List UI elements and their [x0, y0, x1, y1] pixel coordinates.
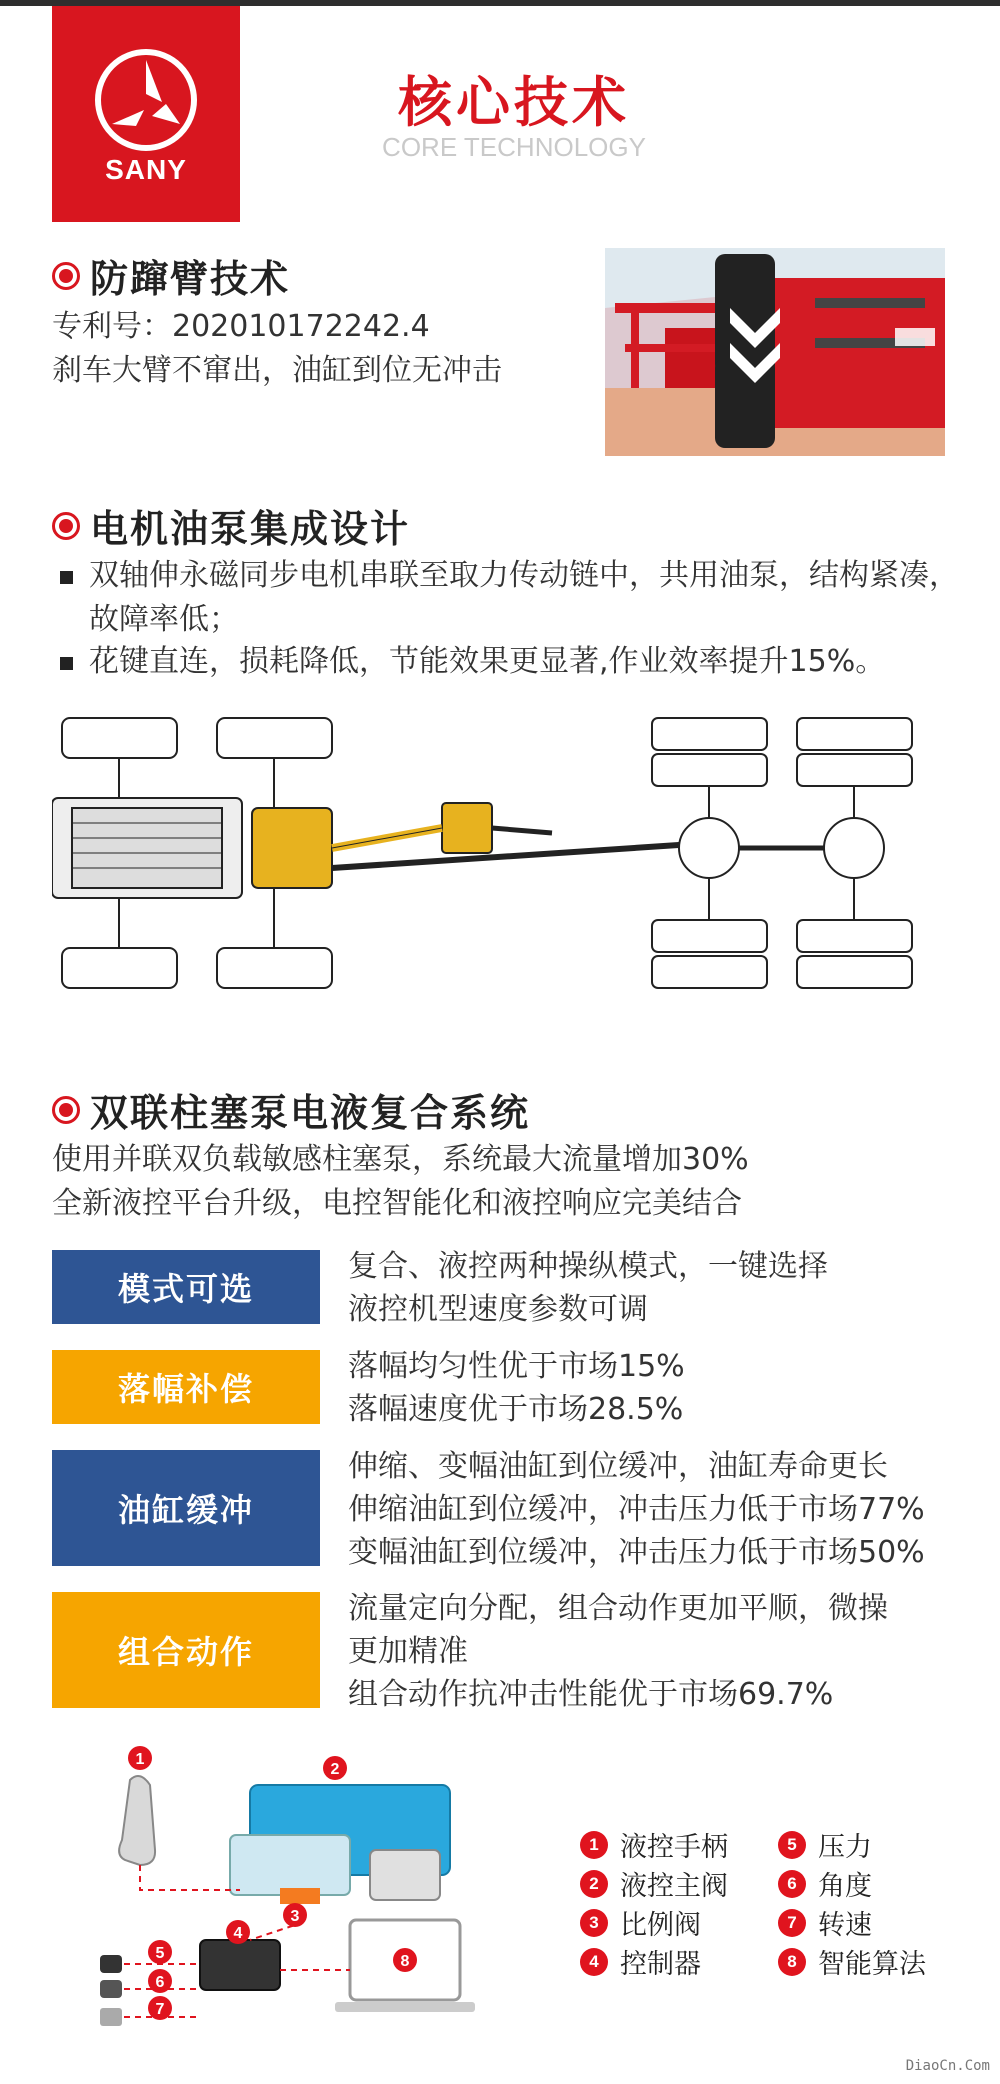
legend-item-5: 5 压力 — [778, 1825, 872, 1864]
legend-item-8: 8 智能算法 — [778, 1942, 926, 1981]
bullet-item-2: 花键直连，损耗降低，节能效果更显著,作业效率提升15%。 — [60, 640, 885, 684]
bullet-item-1: 双轴伸永磁同步电机串联至取力传动链中，共用油泵，结构紧凑， — [60, 554, 959, 598]
feature-desc-mode-1: 复合、液控两种操纵模式，一键选择 — [348, 1249, 828, 1284]
legend-number-5: 5 — [778, 1831, 806, 1859]
feature-label-combined-action: 组合动作 — [52, 1592, 320, 1708]
section3-line-2: 全新液控平台升级，电控智能化和液控响应完美结合 — [52, 1186, 742, 1221]
feature-desc-buffer-2: 伸缩油缸到位缓冲，冲击压力低于市场77% — [348, 1492, 925, 1527]
section3-heading — [52, 1082, 530, 1137]
proportional-valve-icon — [280, 1888, 320, 1904]
legend-item-4: 4 控制器 — [580, 1942, 701, 1981]
bullet-item-1-cont: 故障率低； — [89, 602, 239, 637]
speed-sensor-icon — [100, 2008, 122, 2026]
section3-line-1: 使用并联双负载敏感柱塞泵，系统最大流量增加30% — [52, 1142, 749, 1177]
feature-desc-luff-2: 落幅速度优于市场28.5% — [348, 1392, 684, 1427]
feature-label-mode: 模式可选 — [52, 1250, 320, 1324]
diagram-marker-3: 3 — [290, 1908, 300, 1925]
page-title: 核心技术 — [398, 71, 630, 134]
legend-item-2: 2 液控主阀 — [580, 1864, 728, 1903]
diagram-marker-5: 5 — [155, 1945, 165, 1962]
joystick-icon — [119, 1776, 155, 1865]
feature-desc-buffer-1: 伸缩、变幅油缸到位缓冲，油缸寿命更长 — [348, 1449, 888, 1484]
feature-desc-luff-1: 落幅均匀性优于市场15% — [348, 1349, 685, 1384]
diagram-marker-2: 2 — [330, 1761, 340, 1778]
legend-number-8: 8 — [778, 1948, 806, 1976]
section1-desc: 刹车大臂不窜出，油缸到位无冲击 — [52, 353, 502, 388]
section-bullet-icon — [52, 262, 80, 290]
sany-logo — [52, 6, 240, 222]
section-bullet-icon — [52, 1096, 80, 1124]
feature-desc-mode-2: 液控机型速度参数可调 — [348, 1292, 648, 1327]
diagram-marker-8: 8 — [400, 1953, 410, 1970]
section1-heading — [52, 248, 290, 303]
hydraulic-system-diagram — [100, 1740, 520, 2040]
diagram-marker-7: 7 — [155, 2001, 165, 2018]
square-bullet-icon — [60, 657, 73, 670]
crane-boom-photo — [605, 248, 945, 456]
watermark: DiaoCn.Com — [905, 2058, 990, 2074]
feature-label-cylinder-buffer: 油缸缓冲 — [52, 1450, 320, 1566]
sany-emblem-icon — [92, 46, 200, 154]
feature-desc-combined-2: 更加精准 — [348, 1634, 468, 1669]
section-bullet-icon — [52, 512, 80, 540]
legend-item-1: 1 液控手柄 — [580, 1825, 728, 1864]
diagram-marker-4: 4 — [233, 1925, 243, 1942]
legend-number-4: 4 — [580, 1948, 608, 1976]
chassis-drivetrain-diagram — [52, 708, 932, 998]
feature-desc-buffer-3: 变幅油缸到位缓冲，冲击压力低于市场50% — [348, 1535, 925, 1570]
feature-desc-combined-3: 组合动作抗冲击性能优于市场69.7% — [348, 1677, 834, 1712]
legend-number-7: 7 — [778, 1909, 806, 1937]
page-subtitle: CORE TECHNOLOGY — [382, 132, 646, 162]
square-bullet-icon — [60, 571, 73, 584]
legend-item-6: 6 角度 — [778, 1864, 872, 1903]
legend-number-2: 2 — [580, 1870, 608, 1898]
section1-patent: 专利号：202010172242.4 — [52, 309, 430, 344]
legend-number-3: 3 — [580, 1909, 608, 1937]
diagram-marker-1: 1 — [135, 1751, 145, 1768]
diagram-marker-6: 6 — [155, 1974, 165, 1991]
legend-item-7: 7 转速 — [778, 1903, 872, 1942]
section2-title: 电机油泵集成设计 — [90, 507, 411, 551]
feature-label-luff-compensation: 落幅补偿 — [52, 1350, 320, 1424]
pressure-sensor-icon — [100, 1955, 122, 1973]
angle-sensor-icon — [100, 1980, 122, 1998]
legend-item-3: 3 比例阀 — [580, 1903, 701, 1942]
section2-heading — [52, 498, 410, 553]
legend-number-6: 6 — [778, 1870, 806, 1898]
legend-number-1: 1 — [580, 1831, 608, 1859]
section1-title: 防蹿臂技术 — [90, 257, 291, 301]
controller-icon — [200, 1940, 280, 1990]
feature-desc-combined-1: 流量定向分配，组合动作更加平顺，微操 — [348, 1591, 888, 1626]
brand-name: SANY — [105, 154, 187, 185]
section3-title: 双联柱塞泵电液复合系统 — [90, 1091, 531, 1135]
